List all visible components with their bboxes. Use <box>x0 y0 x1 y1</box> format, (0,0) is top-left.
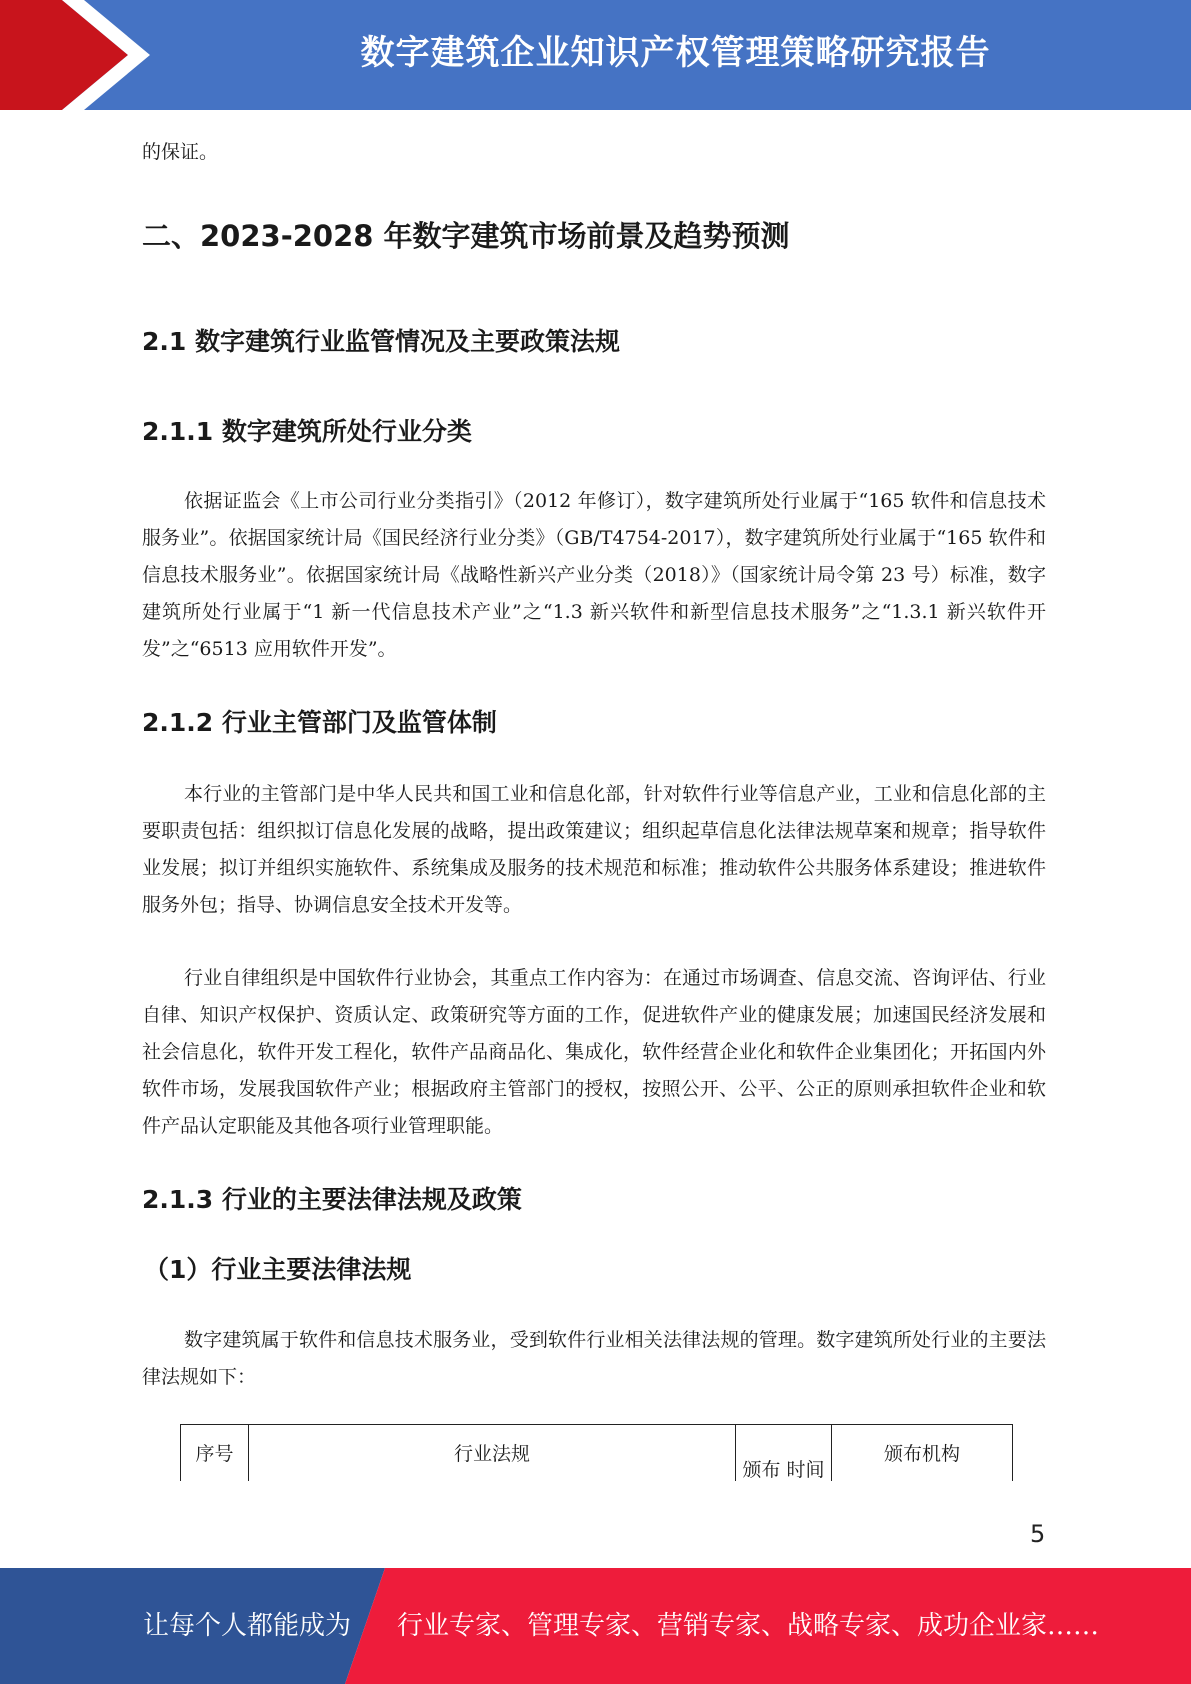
header-issuer-label: 颁布机构 <box>883 1443 960 1465</box>
paragraph-regulatory-authority: 本行业的主管部门是中华人民共和国工业和信息化部，针对软件行业等信息产业，工业和信息化部的主要职责包括：组织拟订信息化发展的战略，提出政策建议；组织起草信息化法律法规草案和规章；指导软件业发展；拟订并组织实施软件、系统集成及服务的技术规范和标准；推动软件公共服务体系建设；推进软件服务外包；指导、协调信息安全技术开发等。 <box>142 783 1046 916</box>
table-header-cell <box>181 1425 249 1481</box>
paragraph-industry-association: 行业自律组织是中国软件行业协会，其重点工作内容为：在通过市场调查、信息交流、咨询评估、行业自律、知识产权保护、资质认定、政策研究等方面的工作，促进软件产业的健康发展；加速国民经济发展和社会信息化，软件开发工程化，软件产品商品化、集成化，软件经营企业化和软件企业集团化；开拓国内外软件市场，发展我国软件产业；根据政府主管部门的授权，按照公开、公平、公正的原则承担软件企业和软件产品认定职能及其他各项行业管理职能。 <box>142 967 1046 1137</box>
table-header-cell <box>832 1425 1012 1481</box>
laws-subheading: （1）行业主要法律法规 <box>144 1255 412 1284</box>
laws-table-header <box>180 1424 1013 1481</box>
header-red-arrow <box>0 0 128 110</box>
header-index-label: 序号 <box>195 1443 234 1465</box>
subsection-2-1-heading: 2.1 数字建筑行业监管情况及主要政策法规 <box>142 327 620 356</box>
header-issue-date-label: 颁布 时间 <box>742 1459 825 1481</box>
subsection-2-1-2-heading: 2.1.2 行业主管部门及监管体制 <box>142 708 497 737</box>
section-title: 二、2023-2028 年数字建筑市场前景及趋势预测 <box>142 219 790 253</box>
subsection-2-1-3-heading: 2.1.3 行业的主要法律法规及政策 <box>142 1185 522 1214</box>
footer-slogan-right: 行业专家、管理专家、营销专家、战略专家、成功企业家…… <box>397 1611 1100 1641</box>
table-header-cell <box>736 1425 832 1481</box>
page-header <box>0 0 1191 110</box>
report-title: 数字建筑企业知识产权管理策略研究报告 <box>360 33 991 73</box>
page-footer <box>0 1568 1191 1684</box>
page-number: 5 <box>1030 1520 1046 1548</box>
table-header-cell <box>249 1425 736 1481</box>
continuation-text: 的保证。 <box>142 141 219 163</box>
paragraph-industry-classification: 依据证监会《上市公司行业分类指引》（2012 年修订），数字建筑所处行业属于“165 软件和信息技术服务业”。依据国家统计局《国民经济行业分类》（GB/T4754-2017），数字建筑所处行业属于“165 软件和信息技术服务业”。依据国家统计局《战略性新兴产业分类（2018）》（国家统计局令第 23 号）标准，数字建筑所处行业属于“1 新一代信息技术产业”之“1.3 新兴软件和新型信息技术服务”之“1.3.1 新兴软件开发”之“6513 应用软件开发”。 <box>142 490 1046 660</box>
footer-slogan-left: 让每个人都能成为 <box>143 1611 352 1641</box>
header-regulation-label: 行业法规 <box>453 1443 530 1465</box>
paragraph-laws-intro: 数字建筑属于软件和信息技术服务业，受到软件行业相关法律法规的管理。数字建筑所处行业的主要法律法规如下： <box>142 1329 1046 1388</box>
subsection-2-1-1-heading: 2.1.1 数字建筑所处行业分类 <box>142 417 472 446</box>
